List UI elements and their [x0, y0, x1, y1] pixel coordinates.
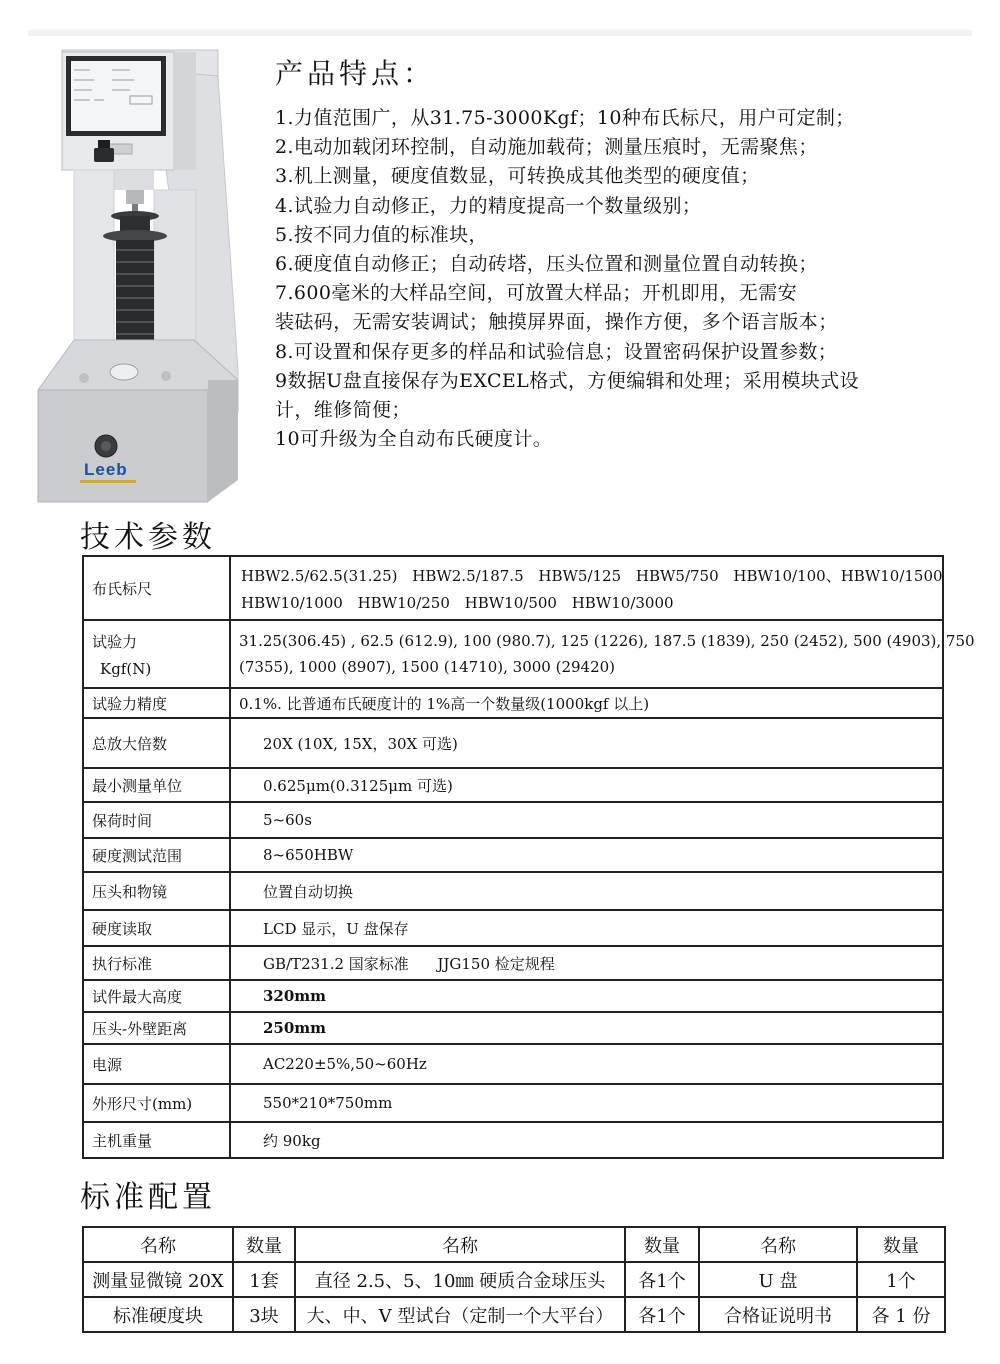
table-cell: 测量显微镜 20X	[83, 1262, 233, 1297]
table-row	[83, 980, 943, 1012]
table-row	[83, 556, 943, 620]
param-value-line: 31.25(306.45) , 62.5 (612.9), 100 (980.7), 125 (1226), 187.5 (1839), 250 (2452), 500 (4903), 750	[239, 632, 975, 650]
param-label: 试验力精度	[83, 688, 230, 718]
param-value: 约 90kg	[230, 1122, 943, 1158]
table-header-row	[83, 1227, 945, 1262]
feature-line: 装砝码，无需安装调试；触摸屏界面，操作方便，多个语言版本；	[275, 311, 838, 334]
features-title: 产品特点：	[275, 57, 436, 90]
column-header: 数量	[857, 1227, 945, 1262]
hardness-tester-image	[34, 40, 250, 505]
param-label	[83, 620, 230, 688]
table-cell: 各1个	[625, 1297, 699, 1332]
table-cell: 合格证说明书	[699, 1297, 857, 1332]
param-value: LCD 显示，U 盘保存	[230, 910, 943, 946]
feature-line: 4.试验力自动修正，力的精度提高一个数量级别；	[275, 194, 702, 217]
param-value: 5~60s	[230, 802, 943, 838]
param-value	[230, 556, 943, 620]
table-row	[83, 768, 943, 802]
param-value: 20X (10X, 15X，30X 可选)	[230, 718, 943, 768]
table-row	[83, 1297, 945, 1332]
param-value: 0.625μm(0.3125μm 可选)	[230, 768, 943, 802]
column-header: 名称	[83, 1227, 233, 1262]
table-cell: 大、中、V 型试台（定制一个大平台）	[295, 1297, 625, 1332]
feature-line: 5.按不同力值的标准块，	[275, 223, 488, 246]
feature-line: 2.电动加载闭环控制，自动施加载荷；测量压痕时，无需聚焦；	[275, 136, 818, 159]
standard-config-title: 标准配置	[80, 1180, 216, 1215]
tech-params-title: 技术参数	[80, 520, 216, 555]
feature-line: 10可升级为全自动布氏硬度计。	[275, 428, 553, 451]
table-row	[83, 838, 943, 872]
param-label: 外形尺寸(mm)	[83, 1084, 230, 1122]
table-cell: 直径 2.5、5、10㎜ 硬质合金球压头	[295, 1262, 625, 1297]
table-cell: 各1个	[625, 1262, 699, 1297]
table-row	[83, 1012, 943, 1044]
table-row	[83, 872, 943, 910]
table-cell: 各 1 份	[857, 1297, 945, 1332]
features-section	[275, 52, 975, 454]
table-row	[83, 1122, 943, 1158]
param-label: 压头和物镜	[83, 872, 230, 910]
table-row	[83, 1044, 943, 1084]
param-label: 执行标准	[83, 946, 230, 980]
param-value-line: HBW2.5/62.5(31.25) HBW2.5/187.5 HBW5/125 HBW5/750 HBW10/100、HBW10/1500	[241, 566, 943, 585]
feature-line: 8.可设置和保存更多的样品和试验信息；设置密码保护设置参数；	[275, 340, 838, 363]
table-cell: 3块	[233, 1297, 295, 1332]
param-label: 硬度测试范围	[83, 838, 230, 872]
feature-line: 3.机上测量，硬度值数显，可转换成其他类型的硬度值；	[275, 165, 760, 188]
feature-line: 计，维修简便；	[275, 399, 411, 422]
table-row	[83, 620, 943, 688]
standard-config-table	[82, 1226, 946, 1333]
feature-line: 7.600毫米的大样品空间，可放置大样品；开机即用，无需安	[275, 282, 797, 305]
table-cell: U 盘	[699, 1262, 857, 1297]
table-row	[83, 946, 943, 980]
param-label: 主机重量	[83, 1122, 230, 1158]
hardness-tester-illustration	[34, 40, 250, 505]
param-value-line: (7355), 1000 (8907), 1500 (14710), 3000 (29420)	[239, 658, 616, 676]
param-label: 总放大倍数	[83, 718, 230, 768]
param-label: 试件最大高度	[83, 980, 230, 1012]
table-cell: 1个	[857, 1262, 945, 1297]
table-cell: 标准硬度块	[83, 1297, 233, 1332]
param-label: 保荷时间	[83, 802, 230, 838]
param-value: 250mm	[230, 1012, 943, 1044]
table-row	[83, 1262, 945, 1297]
table-row	[83, 1084, 943, 1122]
tech-params-table	[82, 555, 975, 1159]
param-label: 硬度读取	[83, 910, 230, 946]
brand-logo: Leeb	[84, 460, 128, 479]
feature-line: 6.硬度值自动修正；自动砖塔，压头位置和测量位置自动转换；	[275, 253, 818, 276]
param-value-line: HBW10/1000 HBW10/250 HBW10/500 HBW10/3000	[241, 593, 674, 612]
param-label: 布氏标尺	[83, 556, 230, 620]
table-row	[83, 802, 943, 838]
feature-line: 1.力值范围广，从31.75-3000Kgf；10种布氏标尺，用户可定制；	[275, 107, 855, 129]
param-value: 320mm	[230, 980, 943, 1012]
param-value	[230, 620, 975, 688]
column-header: 名称	[699, 1227, 857, 1262]
param-label: 最小测量单位	[83, 768, 230, 802]
param-value: 8~650HBW	[230, 838, 943, 872]
column-header: 数量	[625, 1227, 699, 1262]
param-value: 位置自动切换	[230, 872, 943, 910]
table-cell: 1套	[233, 1262, 295, 1297]
top-divider	[28, 30, 972, 36]
param-value: AC220±5%,50~60Hz	[230, 1044, 943, 1084]
table-row	[83, 688, 943, 718]
param-value: GB/T231.2 国家标准 JJG150 检定规程	[230, 946, 943, 980]
param-label: 压头-外壁距离	[83, 1012, 230, 1044]
param-label: 电源	[83, 1044, 230, 1084]
param-value: 0.1%. 比普通布氏硬度计的 1%高一个数量级(1000kgf 以上)	[230, 688, 943, 718]
param-label-line: 试验力	[92, 632, 138, 651]
column-header: 名称	[295, 1227, 625, 1262]
column-header: 数量	[233, 1227, 295, 1262]
table-row	[83, 718, 943, 768]
param-label-line: Kgf(N)	[100, 659, 152, 678]
feature-line: 9数据U盘直接保存为EXCEL格式，方便编辑和处理；采用模块式设	[275, 369, 859, 392]
table-row	[83, 910, 943, 946]
param-value: 550*210*750mm	[230, 1084, 943, 1122]
